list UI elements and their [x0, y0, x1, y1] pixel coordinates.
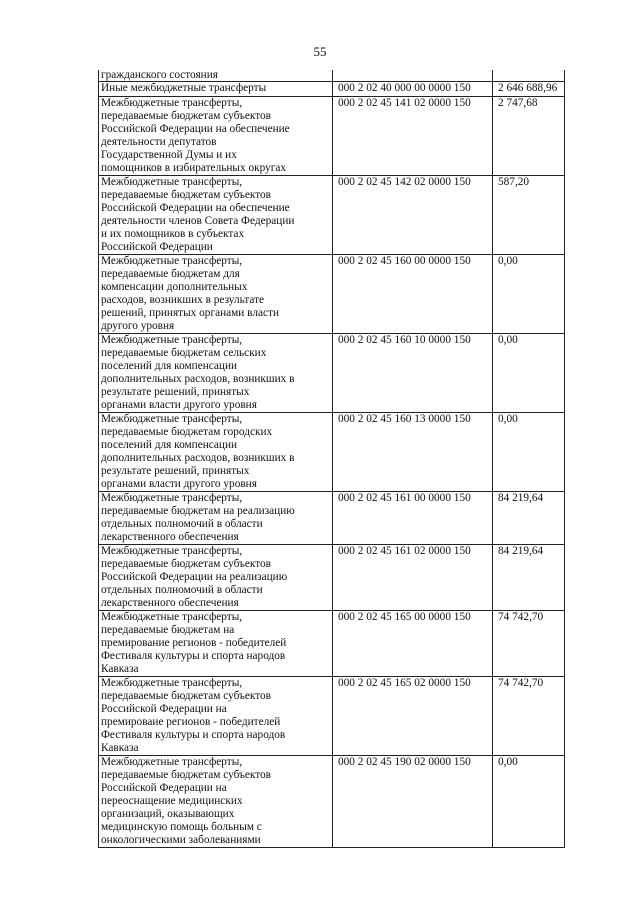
row-code: 000 2 02 45 190 02 0000 150 — [333, 755, 493, 847]
row-code — [333, 70, 493, 81]
row-code: 000 2 02 45 141 02 0000 150 — [333, 96, 493, 175]
row-code: 000 2 02 45 165 00 0000 150 — [333, 610, 493, 676]
row-name: Межбюджетные трансферты, передаваемые бюджетам субъектов Российской Федерации на обеспечение деятельности членов Совета Федерации и их помощников в субъектах Российской Федерации — [99, 175, 333, 254]
table-row — [99, 70, 565, 81]
row-name: Межбюджетные трансферты, передаваемые бюджетам для компенсации дополнительных расходов, возникших в результате решений, принятых органами власти другого уровня — [99, 254, 333, 333]
budget-table — [98, 70, 565, 848]
row-name: Межбюджетные трансферты, передаваемые бюджетам субъектов Российской Федерации на премироваие регионов - победителей Фестиваля культуры и спорта народов Кавказа — [99, 676, 333, 755]
row-amount: 2 646 688,96 — [493, 81, 565, 96]
row-code: 000 2 02 40 000 00 0000 150 — [333, 81, 493, 96]
row-code: 000 2 02 45 165 02 0000 150 — [333, 676, 493, 755]
row-name: Иные межбюджетные трансферты — [99, 81, 333, 96]
table-row — [99, 333, 565, 412]
table-row — [99, 254, 565, 333]
row-name: Межбюджетные трансферты, передаваемые бюджетам субъектов Российской Федерации на реализацию отдельных полномочий в области лекарственного обеспечения — [99, 544, 333, 610]
row-name: Межбюджетные трансферты, передаваемые бюджетам на премирование регионов - победителей Фестиваля культуры и спорта народов Кавказа — [99, 610, 333, 676]
row-code: 000 2 02 45 142 02 0000 150 — [333, 175, 493, 254]
table-row — [99, 81, 565, 96]
row-name: Межбюджетные трансферты, передаваемые бюджетам субъектов Российской Федерации на переоснащение медицинских организаций, оказывающих медицинскую помощь больным с онкологическими заболеваниями — [99, 755, 333, 847]
row-name: Межбюджетные трансферты, передаваемые бюджетам сельских поселений для компенсации дополнительных расходов, возникших в результате решений, принятых органами власти другого уровня — [99, 333, 333, 412]
row-code: 000 2 02 45 160 10 0000 150 — [333, 333, 493, 412]
table-row — [99, 412, 565, 491]
row-amount: 84 219,64 — [493, 491, 565, 544]
row-code: 000 2 02 45 160 13 0000 150 — [333, 412, 493, 491]
row-name: Межбюджетные трансферты, передаваемые бюджетам городских поселений для компенсации дополнительных расходов, возникших в результате решений, принятых органами власти другого уровня — [99, 412, 333, 491]
table-row — [99, 676, 565, 755]
row-name: гражданского состояния — [99, 70, 333, 81]
row-name: Межбюджетные трансферты, передаваемые бюджетам на реализацию отдельных полномочий в области лекарственного обеспечения — [99, 491, 333, 544]
table-row — [99, 175, 565, 254]
table-row — [99, 610, 565, 676]
table-row — [99, 96, 565, 175]
page-number: 55 — [313, 44, 327, 59]
row-amount: 0,00 — [493, 254, 565, 333]
row-amount — [493, 70, 565, 81]
row-code: 000 2 02 45 160 00 0000 150 — [333, 254, 493, 333]
row-code: 000 2 02 45 161 00 0000 150 — [333, 491, 493, 544]
table-row — [99, 491, 565, 544]
row-amount: 2 747,68 — [493, 96, 565, 175]
row-amount: 74 742,70 — [493, 610, 565, 676]
table-row — [99, 544, 565, 610]
row-amount: 84 219,64 — [493, 544, 565, 610]
row-amount: 0,00 — [493, 333, 565, 412]
row-code: 000 2 02 45 161 02 0000 150 — [333, 544, 493, 610]
row-amount: 0,00 — [493, 412, 565, 491]
table-row — [99, 755, 565, 847]
row-amount: 0,00 — [493, 755, 565, 847]
row-amount: 74 742,70 — [493, 676, 565, 755]
row-amount: 587,20 — [493, 175, 565, 254]
row-name: Межбюджетные трансферты, передаваемые бюджетам субъектов Российской Федерации на обеспечение деятельности депутатов Государственной Думы и их помощников в избирательных округах — [99, 96, 333, 175]
